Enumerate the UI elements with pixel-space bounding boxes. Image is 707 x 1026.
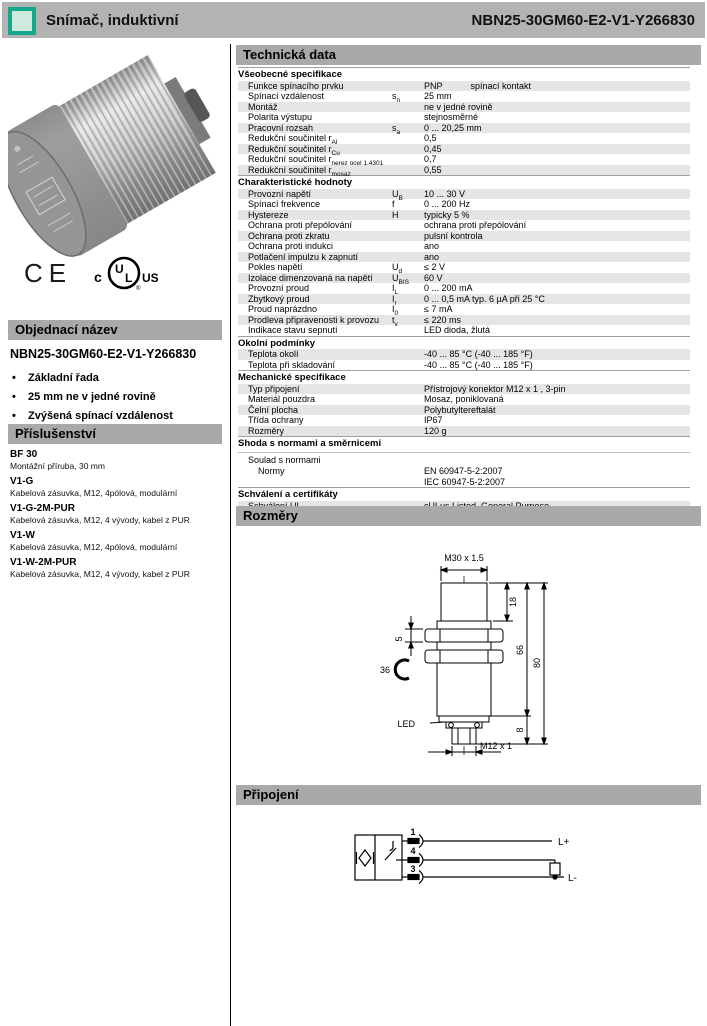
spec-value: ochrana proti přepólování [424,220,527,230]
spec-row [238,315,690,326]
spec-param: Funkce spínacího prvku [248,80,344,91]
svg-text:L-: L- [568,873,577,884]
feature-item: • Základní řada [12,372,99,384]
spec-symbol [392,405,424,416]
svg-text:US: US [142,271,159,285]
spec-symbol [392,325,424,336]
spec-symbol: H [392,209,399,220]
spec-value: ano [424,241,440,251]
accessory-desc: Kabelová zásuvka, M12, 4 vývody, kabel z PUR [10,569,190,579]
spec-value: 0 ... 200 mA [424,283,473,293]
spec-param: Ochrana proti přepólování [248,220,353,230]
spec-row [238,349,690,360]
spec-param: Materiál pouzdra [248,394,316,404]
spec-value: Polybutyltereftalát [424,404,496,415]
spec-param: Montáž [248,101,278,112]
spec-row [238,325,690,336]
spec-row [238,144,690,155]
spec-symbol [392,394,424,405]
ce-mark: CE [24,258,73,288]
svg-text:LED: LED [397,719,415,729]
spec-row [238,91,690,102]
spec-param: Zbytkový proud [248,293,310,304]
accessory-item [10,449,224,472]
spec-value: EN 60947-5-2:2007 IEC 60947-5-2:2007 [424,466,506,487]
spec-value: PNP spínací kontakt [424,80,532,91]
spec-row [238,283,690,294]
spec-param: Spínací frekvence [248,199,321,209]
spec-symbol [392,81,424,92]
spec-subheader: Soulad s normami [238,452,690,467]
spec-value: Přístrojový konektor M12 x 1 , 3-pin [424,383,566,394]
spec-row [238,199,690,210]
wrench-icon [395,660,409,679]
spec-row [238,394,690,405]
spec-symbol: $U_{BIS}$ [392,272,409,286]
spec-value: 0,7 [424,154,437,164]
spec-section-header: Okolní podmínky [238,336,690,350]
accessory-code: BF 30 [10,449,38,460]
spec-param: Ochrana proti zkratu [248,230,330,241]
spec-value: 0,45 [424,143,442,154]
spec-row [238,112,690,123]
spec-value: pulsní kontrola [424,230,483,241]
accessory-desc: Kabelová zásuvka, M12, 4 vývody, kabel z PUR [10,515,190,525]
spec-symbol [392,360,424,371]
spec-row [238,231,690,242]
spec-symbol [392,466,424,487]
spec-value: 60 V [424,272,443,283]
spec-value: 0 ... 200 Hz [424,199,471,209]
spec-row [238,384,690,395]
brand-square-icon [8,7,36,35]
accessory-code: V1-G-2M-PUR [10,503,76,514]
spec-param: Typ připojení [248,383,300,394]
spec-symbol: f [392,199,395,209]
spec-section-header: Charakteristické hodnoty [238,175,690,189]
spec-symbol [392,133,424,144]
svg-text:L: L [125,271,133,285]
load-icon [550,863,560,875]
spec-symbol: $U_d$ [392,262,403,275]
spec-param: Normy [258,466,285,476]
spec-row [238,273,690,284]
spec-param: Pokles napětí [248,262,303,272]
spec-param: Třída ochrany [248,415,304,425]
spec-value: ano [424,251,440,262]
spec-section-header: Schválení a certifikáty [238,487,690,501]
spec-symbol [392,231,424,242]
column-divider [230,44,231,1026]
connection-diagram [352,818,592,903]
svg-text:8: 8 [515,727,525,733]
spec-section-header: Mechanické specifikace [238,370,690,384]
svg-text:U: U [115,262,124,276]
spec-row [238,262,690,273]
spec-symbol: $t_v$ [392,314,398,328]
accessory-code: V1-W [10,530,35,541]
spec-param: Provozní proud [248,283,310,293]
accessory-item [10,530,224,553]
spec-value: ne v jedné rovině [424,101,493,112]
spec-param: Rozměry [248,425,285,436]
spec-symbol [392,349,424,360]
accessories-list [10,449,224,584]
spec-value: 0 ... 0,5 mA typ. 6 µA při 25 °C [424,293,545,304]
spec-section-header: Všeobecné specifikace [238,67,690,81]
spec-symbol [392,426,424,437]
spec-param: Pracovní rozsah [248,122,314,133]
spec-symbol: $s_n$ [392,91,401,104]
spec-row [238,133,690,144]
spec-param: Polarita výstupu [248,112,313,122]
spec-symbol [392,415,424,426]
spec-row [238,405,690,416]
svg-text:66: 66 [515,644,525,656]
spec-row [238,426,690,437]
accessory-code: V1-G [10,476,34,487]
spec-row [238,189,690,200]
spec-row [238,415,690,426]
spec-row [238,81,690,92]
accessory-code: V1-W-2M-PUR [10,557,77,568]
product-photo [8,44,222,284]
spec-param: Proud naprázdno [248,304,318,314]
spec-param: Prodleva připravenosti k provozu [248,314,380,325]
culus-mark [88,250,166,294]
accessory-item [10,503,224,526]
spec-symbol: $U_B$ [392,188,403,202]
spec-symbol: $s_a$ [392,122,401,136]
spec-row [238,165,690,176]
spec-param: Teplota okolí [248,349,299,359]
spec-symbol [392,241,424,252]
svg-text:®: ® [136,286,141,292]
svg-text:M30 x 1.5: M30 x 1.5 [444,553,484,563]
svg-text:5: 5 [394,636,404,642]
spec-param: Redukční součinitel $r_{nerez ocel 1.4301}$ [248,154,384,167]
technical-data-header: Technická data [236,45,701,65]
spec-row [238,304,690,315]
spec-value: 0,55 [424,164,442,175]
spec-row [238,123,690,134]
page-title: Snímač, induktivní [46,12,179,29]
spec-symbol [392,252,424,263]
spec-value: 120 g [424,425,447,436]
spec-symbol [392,384,424,395]
spec-row [238,241,690,252]
header-bar [2,2,705,38]
svg-text:1: 1 [410,827,416,837]
spec-value: 25 mm [424,91,452,101]
accessory-item [10,476,224,499]
svg-text:4: 4 [410,846,416,856]
spec-row [238,252,690,263]
spec-symbol: $I_r$ [392,293,397,307]
spec-value: ≤ 220 ms [424,314,461,325]
spec-value: 10 ... 30 V [424,188,466,199]
spec-symbol [392,112,424,123]
svg-text:18: 18 [508,596,518,608]
spec-row [238,154,690,165]
spec-param: Provozní napětí [248,188,312,199]
spec-value: 0,5 [424,133,437,143]
connection-header: Připojení [236,785,701,805]
spec-value: IP67 [424,415,443,425]
svg-text:M12 x 1: M12 x 1 [480,741,513,751]
accessory-desc: Kabelová zásuvka, M12, 4pólová, modulární [10,542,178,552]
spec-symbol [392,144,424,155]
spec-symbol [392,102,424,113]
spec-param: Indikace stavu sepnutí [248,325,338,335]
spec-param: Redukční součinitel $r_{Al}$ [248,133,338,146]
spec-value: -40 ... 85 °C (-40 ... 185 °F) [424,359,533,370]
spec-value: ≤ 7 mA [424,304,453,314]
spec-symbol [392,165,424,176]
spec-param: Redukční součinitel $r_{mosaz}$ [248,164,351,178]
dimensions-header: Rozměry [236,506,701,526]
svg-text:L+: L+ [558,837,570,848]
order-name-header: Objednací název [8,320,222,340]
spec-row [238,102,690,113]
order-code: NBN25-30GM60-E2-V1-Y266830 [10,347,197,361]
accessory-desc: Kabelová zásuvka, M12, 4pólová, modulární [10,488,178,498]
feature-item: • 25 mm ne v jedné rovině [12,391,156,403]
svg-text:80: 80 [532,657,542,669]
spec-param: Potlačení impulzu k zapnutí [248,251,359,262]
accessories-header: Příslušenství [8,424,222,444]
header-part-number: NBN25-30GM60-E2-V1-Y266830 [471,12,695,29]
spec-row [238,210,690,221]
spec-row [238,294,690,305]
spec-value: 0 ... 20,25 mm [424,122,482,133]
spec-param: Čelní plocha [248,404,299,415]
spec-value: Mosaz, poniklovaná [424,394,504,404]
svg-text:c: c [94,269,102,285]
spec-symbol: $I_L$ [392,283,399,296]
spec-param: Ochrana proti indukci [248,241,334,251]
spec-param: Spínací vzdálenost [248,91,325,101]
accessory-desc: Montážní příruba, 30 mm [10,461,105,471]
svg-text:3: 3 [410,864,416,874]
spec-value: -40 ... 85 °C (-40 ... 185 °F) [424,349,533,359]
spec-value: stejnosměrné [424,112,479,122]
accessory-item [10,557,224,580]
spec-param: Teplota při skladování [248,359,336,370]
feature-item: • Zvýšená spínací vzdálenost [12,410,173,422]
spec-value: LED dioda, žlutá [424,325,491,335]
spec-section-header: Shoda s normami a směrnicemi [238,436,690,450]
spec-row [238,220,690,231]
spec-symbol: $I_0$ [392,304,399,317]
spec-param: Redukční součinitel $r_{Cu}$ [248,143,340,157]
spec-symbol [392,220,424,231]
spec-value: ≤ 2 V [424,262,445,272]
spec-param: Izolace dimenzovaná na napětí [248,272,373,283]
spec-symbol [392,154,424,165]
spec-table [238,67,690,511]
spec-row [238,360,690,371]
dimension-drawing [333,530,613,790]
feature-list [12,369,173,426]
spec-row [238,466,690,487]
spec-value: typicky 5 % [424,209,470,220]
spec-param: Hystereze [248,209,289,220]
svg-text:36: 36 [379,665,391,675]
